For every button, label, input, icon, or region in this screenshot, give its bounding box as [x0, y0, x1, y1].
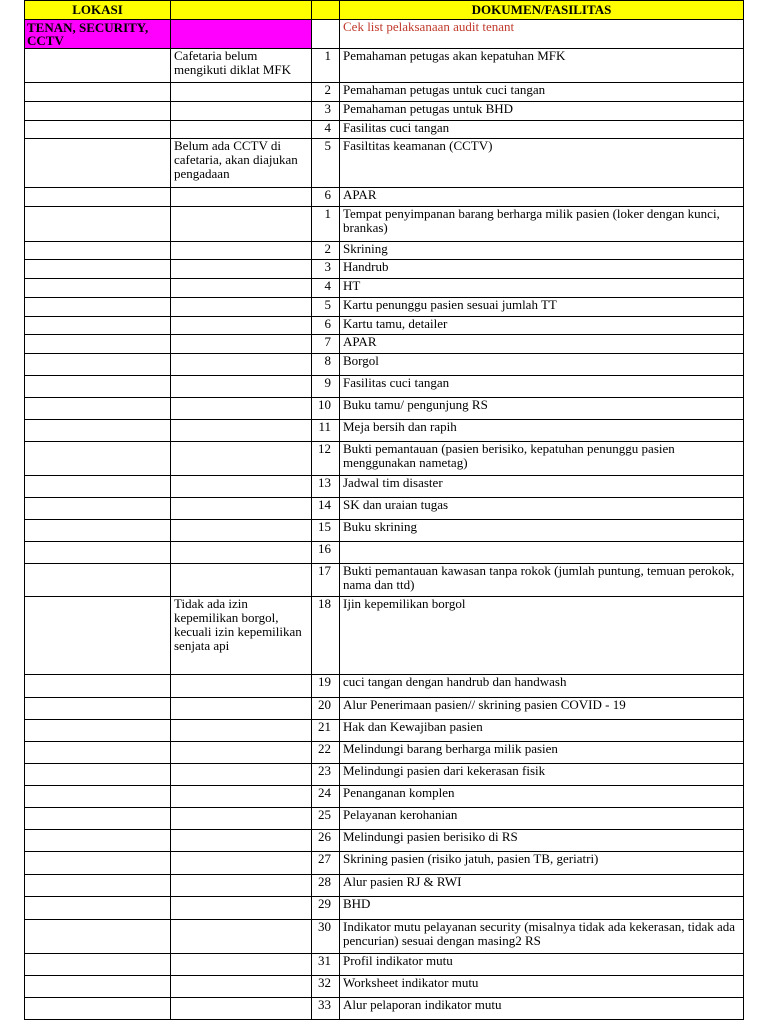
item-text-cell: Cek list pelaksanaan audit tenant — [340, 20, 744, 49]
lokasi-cell — [25, 476, 171, 498]
lokasi-cell — [25, 442, 171, 476]
note-cell — [171, 564, 312, 597]
note-cell — [171, 298, 312, 317]
item-text-cell: HT — [340, 279, 744, 298]
item-text-cell: Buku skrining — [340, 520, 744, 542]
note-cell — [171, 188, 312, 207]
item-text-cell: Buku tamu/ pengunjung RS — [340, 398, 744, 420]
lokasi-cell — [25, 564, 171, 597]
note-cell — [171, 207, 312, 242]
table-row — [25, 188, 744, 207]
item-text-cell: Pemahaman petugas akan kepatuhan MFK — [340, 49, 744, 83]
note-cell — [171, 998, 312, 1020]
item-number-cell: 16 — [312, 542, 340, 564]
note-cell — [171, 398, 312, 420]
note-cell — [171, 420, 312, 442]
note-cell — [171, 976, 312, 998]
note-cell — [171, 520, 312, 542]
item-number-cell: 11 — [312, 420, 340, 442]
table-row — [25, 298, 744, 317]
note-cell — [171, 476, 312, 498]
table-row — [25, 520, 744, 542]
note-cell — [171, 720, 312, 742]
note-cell — [171, 954, 312, 976]
table-row — [25, 442, 744, 476]
table-row — [25, 998, 744, 1020]
table-row — [25, 675, 744, 698]
note-cell — [171, 121, 312, 139]
note-cell — [171, 354, 312, 376]
item-number-cell: 21 — [312, 720, 340, 742]
item-text-cell: Skrining — [340, 242, 744, 260]
item-number-cell: 12 — [312, 442, 340, 476]
lokasi-cell: TENAN, SECURITY, CCTV — [25, 20, 171, 49]
item-text-cell: Meja bersih dan rapih — [340, 420, 744, 442]
note-cell — [171, 102, 312, 121]
lokasi-cell — [25, 720, 171, 742]
note-cell — [171, 830, 312, 852]
table-row — [25, 852, 744, 875]
item-text-cell: Fasilitas cuci tangan — [340, 121, 744, 139]
item-text-cell: Melindungi barang berharga milik pasien — [340, 742, 744, 764]
item-number-cell: 13 — [312, 476, 340, 498]
lokasi-cell — [25, 121, 171, 139]
item-number-cell: 20 — [312, 698, 340, 720]
header-lokasi: LOKASI — [25, 1, 171, 20]
item-number-cell: 22 — [312, 742, 340, 764]
item-text-cell: Pemahaman petugas untuk BHD — [340, 102, 744, 121]
item-number-cell: 8 — [312, 354, 340, 376]
table-row — [25, 279, 744, 298]
lokasi-cell — [25, 83, 171, 102]
item-number-cell: 31 — [312, 954, 340, 976]
item-text-cell: Borgol — [340, 354, 744, 376]
item-number-cell: 29 — [312, 897, 340, 920]
header-blank — [171, 1, 312, 20]
item-text-cell: Melindungi pasien dari kekerasan fisik — [340, 764, 744, 786]
item-number-cell: 9 — [312, 376, 340, 398]
item-number-cell: 17 — [312, 564, 340, 597]
note-cell: Tidak ada izin kepemilikan borgol, kecuali izin kepemilikan senjata api — [171, 597, 312, 675]
item-number-cell: 24 — [312, 786, 340, 808]
note-cell — [171, 852, 312, 875]
table-row — [25, 139, 744, 188]
table-row — [25, 317, 744, 335]
item-number-cell: 33 — [312, 998, 340, 1020]
note-cell — [171, 742, 312, 764]
item-number-cell: 26 — [312, 830, 340, 852]
table-row — [25, 207, 744, 242]
item-text-cell: Tempat penyimpanan barang berharga milik pasien (loker dengan kunci, brankas) — [340, 207, 744, 242]
table-row — [25, 354, 744, 376]
item-text-cell: Profil indikator mutu — [340, 954, 744, 976]
table-row — [25, 875, 744, 897]
item-number-cell: 15 — [312, 520, 340, 542]
item-text-cell: Kartu tamu, detailer — [340, 317, 744, 335]
lokasi-cell — [25, 242, 171, 260]
lokasi-cell — [25, 335, 171, 354]
item-text-cell: Worksheet indikator mutu — [340, 976, 744, 998]
item-text-cell: Fasiltitas keamanan (CCTV) — [340, 139, 744, 188]
item-number-cell: 28 — [312, 875, 340, 897]
item-number-cell: 30 — [312, 920, 340, 954]
lokasi-cell — [25, 786, 171, 808]
audit-checklist-table — [24, 0, 744, 1020]
lokasi-cell — [25, 875, 171, 897]
lokasi-cell — [25, 897, 171, 920]
table-row — [25, 698, 744, 720]
item-text-cell: Melindungi pasien berisiko di RS — [340, 830, 744, 852]
table-row — [25, 498, 744, 520]
item-text-cell: Alur pelaporan indikator mutu — [340, 998, 744, 1020]
note-cell — [171, 376, 312, 398]
lokasi-cell — [25, 998, 171, 1020]
table-row — [25, 476, 744, 498]
item-number-cell — [312, 20, 340, 49]
item-text-cell: APAR — [340, 335, 744, 354]
table-row — [25, 597, 744, 675]
note-cell — [171, 317, 312, 335]
item-number-cell: 23 — [312, 764, 340, 786]
item-number-cell: 6 — [312, 317, 340, 335]
note-cell — [171, 764, 312, 786]
note-cell — [171, 20, 312, 49]
lokasi-cell — [25, 207, 171, 242]
lokasi-cell — [25, 764, 171, 786]
item-text-cell: Alur pasien RJ & RWI — [340, 875, 744, 897]
item-number-cell: 2 — [312, 83, 340, 102]
note-cell — [171, 542, 312, 564]
item-number-cell: 2 — [312, 242, 340, 260]
note-cell — [171, 897, 312, 920]
header-row — [25, 1, 744, 20]
note-cell — [171, 875, 312, 897]
lokasi-cell — [25, 597, 171, 675]
item-text-cell: Alur Penerimaan pasien// skrining pasien COVID - 19 — [340, 698, 744, 720]
item-text-cell: Kartu penunggu pasien sesuai jumlah TT — [340, 298, 744, 317]
item-number-cell: 18 — [312, 597, 340, 675]
lokasi-cell — [25, 188, 171, 207]
item-number-cell: 4 — [312, 121, 340, 139]
item-text-cell: Handrub — [340, 260, 744, 279]
table-row — [25, 830, 744, 852]
lokasi-cell — [25, 139, 171, 188]
item-number-cell: 19 — [312, 675, 340, 698]
item-text-cell: Indikator mutu pelayanan security (misalnya tidak ada kekerasan, tidak ada pencurian) sesuai dengan masing2 RS — [340, 920, 744, 954]
table-row — [25, 398, 744, 420]
table-row — [25, 102, 744, 121]
item-number-cell: 14 — [312, 498, 340, 520]
lokasi-cell — [25, 698, 171, 720]
table-row — [25, 242, 744, 260]
lokasi-cell — [25, 354, 171, 376]
item-number-cell: 5 — [312, 139, 340, 188]
lokasi-cell — [25, 808, 171, 830]
note-cell — [171, 260, 312, 279]
item-number-cell: 5 — [312, 298, 340, 317]
lokasi-cell — [25, 852, 171, 875]
table-row — [25, 542, 744, 564]
item-text-cell: Jadwal tim disaster — [340, 476, 744, 498]
item-text-cell: Penanganan komplen — [340, 786, 744, 808]
note-cell — [171, 442, 312, 476]
lokasi-cell — [25, 830, 171, 852]
lokasi-cell — [25, 976, 171, 998]
item-text-cell: SK dan uraian tugas — [340, 498, 744, 520]
lokasi-cell — [25, 742, 171, 764]
lokasi-cell — [25, 317, 171, 335]
item-text-cell: APAR — [340, 188, 744, 207]
lokasi-cell — [25, 376, 171, 398]
note-cell: Belum ada CCTV di cafetaria, akan diajukan pengadaan — [171, 139, 312, 188]
item-text-cell: Hak dan Kewajiban pasien — [340, 720, 744, 742]
lokasi-cell — [25, 675, 171, 698]
item-number-cell: 4 — [312, 279, 340, 298]
item-text-cell: Fasilitas cuci tangan — [340, 376, 744, 398]
table-row — [25, 976, 744, 998]
table-row — [25, 954, 744, 976]
item-number-cell: 1 — [312, 207, 340, 242]
item-number-cell: 32 — [312, 976, 340, 998]
item-text-cell: cuci tangan dengan handrub dan handwash — [340, 675, 744, 698]
table-row — [25, 420, 744, 442]
table-row — [25, 764, 744, 786]
lokasi-cell — [25, 260, 171, 279]
note-cell — [171, 808, 312, 830]
lokasi-cell — [25, 498, 171, 520]
table-row — [25, 720, 744, 742]
table-row — [25, 786, 744, 808]
table-row — [25, 83, 744, 102]
item-text-cell — [340, 542, 744, 564]
lokasi-cell — [25, 520, 171, 542]
item-text-cell: BHD — [340, 897, 744, 920]
item-number-cell: 7 — [312, 335, 340, 354]
table-row — [25, 376, 744, 398]
item-number-cell: 10 — [312, 398, 340, 420]
note-cell — [171, 498, 312, 520]
item-text-cell: Pelayanan kerohanian — [340, 808, 744, 830]
table-row — [25, 335, 744, 354]
item-number-cell: 3 — [312, 102, 340, 121]
item-number-cell: 25 — [312, 808, 340, 830]
table-row — [25, 808, 744, 830]
note-cell — [171, 675, 312, 698]
lokasi-cell — [25, 954, 171, 976]
item-text-cell: Skrining pasien (risiko jatuh, pasien TB, geriatri) — [340, 852, 744, 875]
note-cell: Cafetaria belum mengikuti diklat MFK — [171, 49, 312, 83]
table-row — [25, 121, 744, 139]
item-number-cell: 1 — [312, 49, 340, 83]
note-cell — [171, 786, 312, 808]
note-cell — [171, 698, 312, 720]
table-row — [25, 564, 744, 597]
item-text-cell: Bukti pemantauan kawasan tanpa rokok (jumlah puntung, temuan perokok, nama dan ttd) — [340, 564, 744, 597]
item-number-cell: 3 — [312, 260, 340, 279]
note-cell — [171, 279, 312, 298]
lokasi-cell — [25, 920, 171, 954]
table-row — [25, 49, 744, 83]
table-row — [25, 260, 744, 279]
lokasi-cell — [25, 298, 171, 317]
header-blank-number — [312, 1, 340, 20]
item-text-cell: Ijin kepemilikan borgol — [340, 597, 744, 675]
table-row — [25, 897, 744, 920]
lokasi-cell — [25, 542, 171, 564]
note-cell — [171, 242, 312, 260]
item-number-cell: 6 — [312, 188, 340, 207]
lokasi-cell — [25, 398, 171, 420]
note-cell — [171, 920, 312, 954]
lokasi-cell — [25, 102, 171, 121]
item-text-cell: Pemahaman petugas untuk cuci tangan — [340, 83, 744, 102]
item-text-cell: Bukti pemantauan (pasien berisiko, kepatuhan penunggu pasien menggunakan nametag) — [340, 442, 744, 476]
table-row — [25, 742, 744, 764]
lokasi-cell — [25, 279, 171, 298]
note-cell — [171, 335, 312, 354]
header-dokumen: DOKUMEN/FASILITAS — [340, 1, 744, 20]
table-row — [25, 20, 744, 49]
item-number-cell: 27 — [312, 852, 340, 875]
note-cell — [171, 83, 312, 102]
lokasi-cell — [25, 420, 171, 442]
lokasi-cell — [25, 49, 171, 83]
table-row — [25, 920, 744, 954]
